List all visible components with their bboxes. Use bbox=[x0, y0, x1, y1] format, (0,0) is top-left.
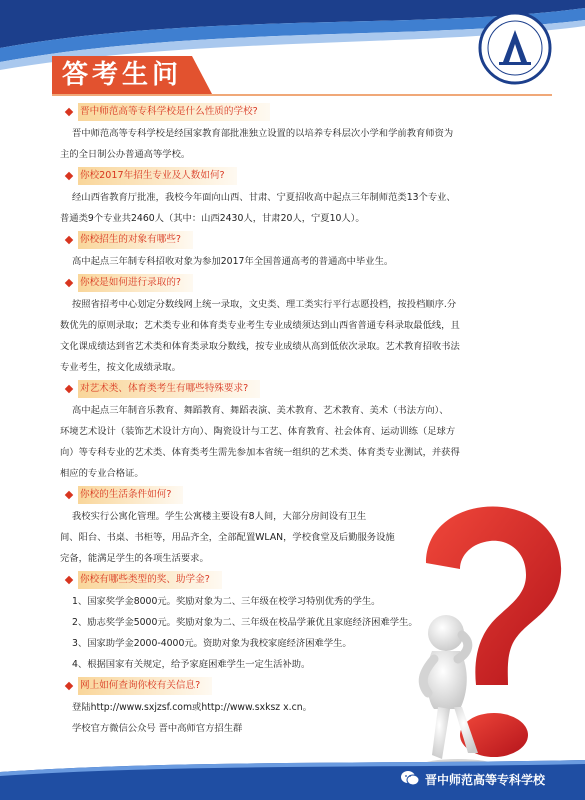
question-text: 晋中师范高等专科学校是什么性质的学校? bbox=[78, 103, 270, 121]
answer-line: 3、国家助学金2000-4000元。资助对象为我校家庭经济困难学生。 bbox=[72, 638, 352, 649]
footer-brand: 晋中师范高等专科学校 bbox=[425, 773, 546, 787]
diamond-bullet-icon bbox=[65, 385, 73, 393]
question-heading bbox=[60, 101, 540, 123]
question-text: 你校有哪些类型的奖、助学金? bbox=[78, 571, 222, 589]
diamond-bullet-icon bbox=[65, 491, 73, 499]
answer-line: 1、国家奖学金8000元。奖励对象为二、三年级在校学习特别优秀的学生。 bbox=[72, 596, 381, 607]
question-text: 网上如何查询你校有关信息? bbox=[78, 677, 212, 695]
question-text: 你校是如何进行录取的? bbox=[78, 274, 193, 292]
question-text: 对艺术类、体育类考生有哪些特殊要求? bbox=[78, 380, 260, 398]
qa-item bbox=[60, 378, 540, 484]
question-heading bbox=[60, 378, 540, 400]
answer-line: 我校实行公寓化管理。学生公寓楼主要设有8人间，大部分房间设有卫生 bbox=[72, 511, 367, 522]
answer-line: 高中起点三年制音乐教育、舞蹈教育、舞蹈表演、美术教育、艺术教育、美术（书法方向）、 bbox=[72, 405, 449, 416]
answer-line: 主的全日制公办普通高等学校。 bbox=[60, 149, 191, 160]
qa-item bbox=[60, 101, 540, 165]
answer-line: 按照省招考中心划定分数线网上统一录取，文史类、理工类实行平行志愿投档，按投档顺序.分 bbox=[72, 299, 457, 310]
question-mark-figure bbox=[398, 503, 568, 773]
question-heading bbox=[60, 272, 540, 294]
answer-line: 环境艺术设计（装饰艺术设计方向）、陶瓷设计与工艺、体育教育、社会体育、运动训练（足球方 bbox=[60, 426, 456, 437]
page-title: 答考生问 bbox=[62, 60, 183, 90]
diamond-bullet-icon bbox=[65, 279, 73, 287]
answer-line: 2、励志奖学金5000元。奖励对象为二、三年级在校品学兼优且家庭经济困难学生。 bbox=[72, 617, 418, 628]
question-heading bbox=[60, 229, 540, 251]
diamond-bullet-icon bbox=[65, 576, 73, 584]
qa-item bbox=[60, 272, 540, 378]
answer-line: 间、阳台、书桌、书柜等，用品齐全，全部配置WLAN，学校食堂及后勤服务设施 bbox=[60, 532, 395, 543]
answer-line: 经山西省教育厅批准，我校今年面向山西、甘肃、宁夏招收高中起点三年制师范类13个专业、 bbox=[72, 192, 456, 203]
answer-line: 高中起点三年制专科招收对象为参加2017年全国普通高考的普通高中毕业生。 bbox=[72, 256, 394, 267]
question-text: 你校招生的对象有哪些? bbox=[78, 231, 193, 249]
question-text: 你校的生活条件如何? bbox=[78, 486, 183, 504]
answer-line: 晋中师范高等专科学校是经国家教育部批准独立设置的以培养专科层次小学和学前教育师资为 bbox=[72, 128, 454, 139]
question-heading bbox=[60, 165, 540, 187]
question-text: 你校2017年招生专业及人数如何? bbox=[78, 167, 237, 185]
answer-line: 专业考生，按文化成绩录取。 bbox=[60, 362, 181, 373]
answer-line: 向）等专科专业的艺术类、体育类考生需先参加本省统一组织的艺术类、体育类专业测试，并获得 bbox=[60, 447, 460, 458]
answer-line: 文化课成绩达到省艺术类和体育类录取分数线，按专业成绩从高到低依次录取。艺术教育招收书法 bbox=[60, 341, 460, 352]
answer-line: 完备，能满足学生的各项生活要求。 bbox=[60, 553, 209, 564]
school-seal-logo bbox=[477, 10, 553, 86]
answer-line: 数优先的原则录取；艺术类专业和体育类专业考生专业成绩须达到山西省普通专科录取最低线，且 bbox=[60, 320, 460, 331]
diamond-bullet-icon bbox=[65, 236, 73, 244]
diamond-bullet-icon bbox=[65, 108, 73, 116]
wechat-icon bbox=[400, 770, 420, 787]
diamond-bullet-icon bbox=[65, 172, 73, 180]
qa-item bbox=[60, 165, 540, 229]
title-underline bbox=[52, 94, 552, 96]
qa-item bbox=[60, 229, 540, 272]
answer-line: 学校官方微信公众号 晋中高师官方招生群 bbox=[72, 723, 243, 734]
diamond-bullet-icon bbox=[65, 682, 73, 690]
answer-line: 相应的专业合格证。 bbox=[60, 468, 144, 479]
answer-line: 普通类9个专业共2460人（其中：山西2430人，甘肃20人，宁夏10人）。 bbox=[60, 213, 365, 224]
answer-line: 登陆http://www.sxjzsf.com或http://www.sxksz x.cn。 bbox=[72, 702, 312, 713]
answer-line: 4、根据国家有关规定，给予家庭困难学生一定生活补助。 bbox=[72, 659, 311, 670]
